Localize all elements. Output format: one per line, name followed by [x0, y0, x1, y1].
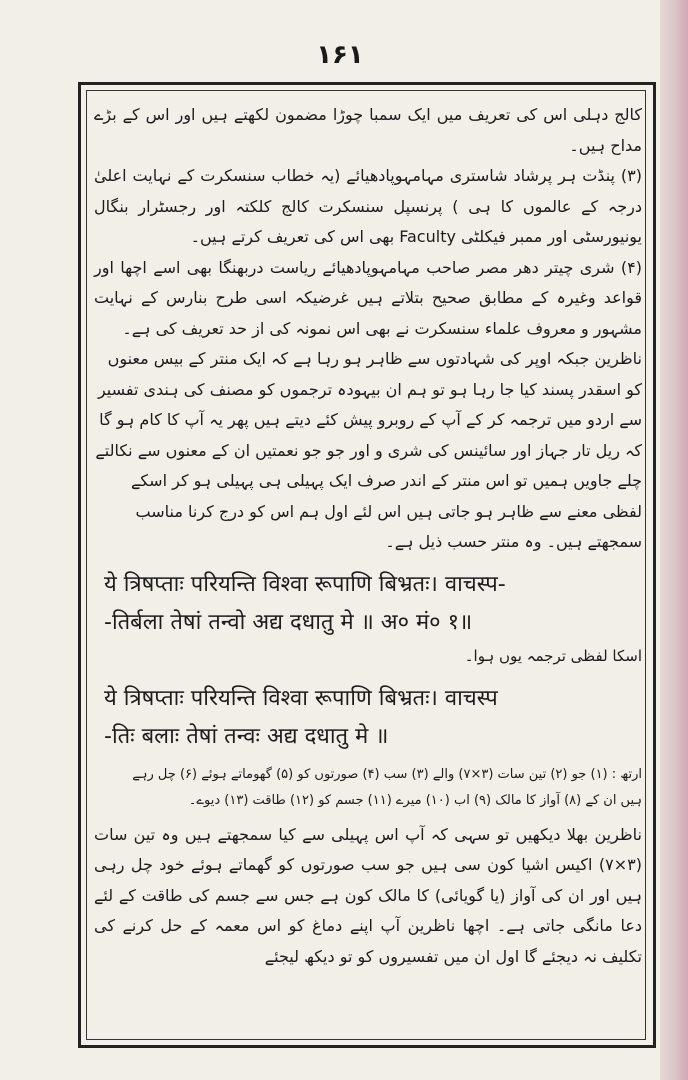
- mantra-original-line-1: ये त्रिषप्ताः परियन्ति विश्वा रूपाणि बिभ्रतः। वाचस्प-: [104, 571, 506, 597]
- mantra-original-line-2: -तिर्बला तेषां तन्वो अद्य दधातु मे ॥ अ० मं० १॥: [104, 609, 473, 635]
- page-number: ۱۶۱: [316, 40, 364, 70]
- mantra-numbered-line-1: ये त्रिषप्ताः परियन्ति विश्वा रूपाणि बिभ्रतः। वाचस्प: [104, 685, 498, 711]
- paragraph-chitradhar-misra: (۴) شری چیتر دھر مصر صاحب مہامہوپادھیائے ریاست دربھنگا بھی اسے اچھا اور قواعد وغیرہ کے مطابق صحیح بتلاتے ہیں غرضیکہ اسی طرح بنارس کے نہایت مشہور و معروف علماء سنسکرت نے بھی اس نمونہ کی از حد تعریف کی ہے۔: [94, 257, 642, 338]
- paragraph-intro: کالج دہلی اس کی تعریف میں ایک سمبا چوڑا مضمون لکھتے ہیں اور اس کے بڑے مداح ہیں۔: [94, 105, 642, 155]
- gloss-line-2: ہیں ان کے (۸) آواز کا مالک (۹) اب (۱۰) میرے (۱۱) جسم کو (۱۲) طاقت (۱۳) دیوے۔: [188, 792, 642, 808]
- page-content: [94, 100, 642, 972]
- word-gloss: [94, 762, 642, 814]
- paragraph-readers-argument: ناظرین جبکہ اوپر کی شہادتوں سے ظاہر ہو رہا ہے کہ ایک منتر کے بیس معنوں کو اسقدر پسند کیا جا رہا ہو تو ہم ان بیہودہ ترجموں کو مصنف کی ہندی تفسیر سے اردو میں ترجمہ کر کے آپ کے روبرو پیش کئے دیتے ہیں پھر یہ آپ کا کام ہو گا کہ ریل تار جہاز اور سائینس کی شری و اور جو جو نعمتیں ان کے معنوں سے نکالتے چلے جاویں ہمیں تو اس منتر کے اندر صرف ایک پہیلی ہی پہیلی ہو کر اسکے لفظی معنے سے ظاہر ہو جاتی ہیں اس لئے اول ہم اس کو درج کرنا مناسب سمجھتے ہیں۔ وہ منتر حسب ذیل ہے۔: [95, 349, 642, 551]
- mantra-original: [94, 566, 642, 642]
- translation-heading: اسکا لفظی ترجمہ یوں ہوا۔: [464, 646, 642, 665]
- paragraph-pandit-har-prasad: (۳) پنڈت ہر پرشاد شاستری مہامہوپادھیائے (یہ خطاب سنسکرت کے نہایت اعلیٰ درجہ کے عالموں کا ہی ) پرنسپل سنسکرت کالج کلکتہ اور رجسٹرار بنگال یونیورسٹی اور ممبر فیکلٹی Faculty بھی اس کی تعریف کرتے ہیں۔: [94, 166, 642, 246]
- page-edge: [660, 0, 688, 1080]
- gloss-line-1: ارتھ : (۱) جو (۲) تین سات (۳×۷) والے (۳) سب (۴) صورتوں کو (۵) گھوماتے ہوئے (۶) چل رہے: [132, 766, 642, 782]
- paragraph-closing: ناظرین بھلا دیکھیں تو سہی کہ آپ اس پہیلی سے کیا سمجھتے ہیں وہ تین سات (۳×۷) اکیس اشیا کون سی ہیں جو سب صورتوں کو گھماتے ہوئے خود چل رہی ہیں اور ان کی آواز (یا گویائی) کا مالک کون ہے جس سے جسم کی طاقت کے لئے دعا مانگی جاتی ہے۔ اچھا ناظرین آپ اپنے دماغ کو اس معمہ کے حل کرنے کی تکلیف نہ دیجئے گا اول ان میں تفسیروں کو تو دیکھ لیجئے: [94, 824, 642, 966]
- mantra-numbered-line-2: -तिः बलाः तेषां तन्वः अद्य दधातु मे ॥: [104, 723, 389, 749]
- mantra-numbered: [94, 680, 642, 756]
